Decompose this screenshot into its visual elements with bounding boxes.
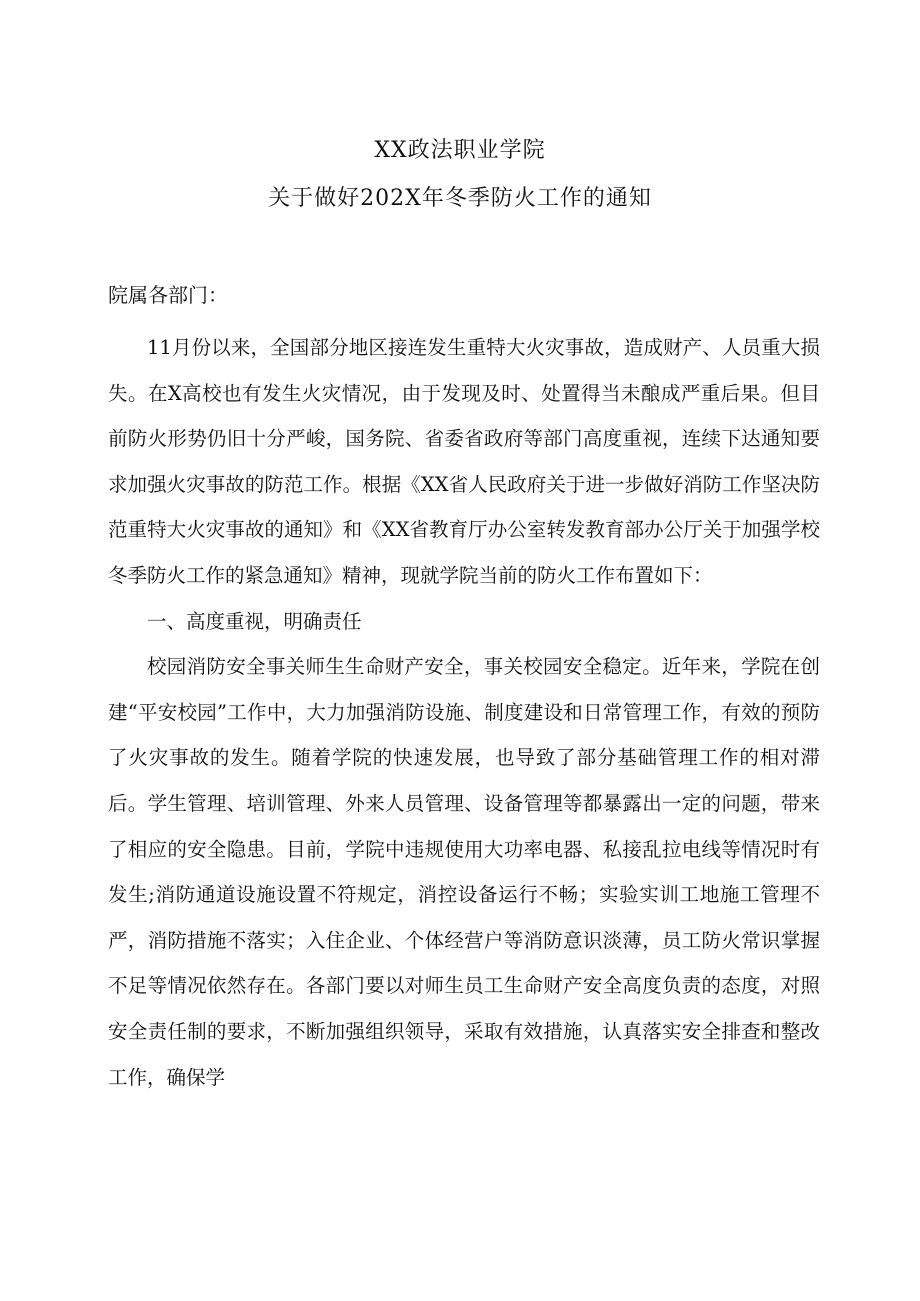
paragraph-intro: 11月份以来，全国部分地区接连发生重特大火灾事故，造成财产、人员重大损失。在X高校也有发生火灾情况，由于发现及时、处置得当未酿成严重后果。但目前防火形势仍旧十分严峻，国务院、省委省政府等部门高度重视，连续下达通知要求加强火灾事故的防范工作。根据《XX省人民政府关于进一步做好消防工作坚决防范重特大火灾事故的通知》和《XX省教育厅办公室转发教育部办公厅关于加强学校冬季防火工作的紧急通知》精神，现就学院当前的防火工作布置如下： xyxy=(108,336,820,587)
section-heading-1: 一、高度重视，明确责任 xyxy=(147,609,362,633)
document-title-line1: XX政法职业学院 xyxy=(374,138,546,163)
salutation: 院属各部门： xyxy=(108,283,228,307)
paragraph-section-1: 校园消防安全事关师生生命财产安全，事关校园安全稳定。近年来，学院在创建“平安校园”工作中，大力加强消防设施、制度建设和日常管理工作，有效的预防了火灾事故的发生。随着学院的快速发展，也导致了部分基础管理工作的相对滞后。学生管理、培训管理、外来人员管理、设备管理等都暴露出一定的问题，带来了相应的安全隐患。目前，学院中违规使用大功率电器、私接乱拉电线等情况时有发生;消防通道设施设置不符规定，消控设备运行不畅；实验实训工地施工管理不严，消防措施不落实；入住企业、个体经营户等消防意识淡薄，员工防火常识掌握不足等情况依然存在。各部门要以对师生员工生命财产安全高度负责的态度，对照安全责任制的要求，不断加强组织领导，采取有效措施，认真落实安全排查和整改工作，确保学 xyxy=(108,655,820,1089)
document-title-line2: 关于做好202X年冬季防火工作的通知 xyxy=(268,186,652,211)
document-body xyxy=(108,325,820,1100)
